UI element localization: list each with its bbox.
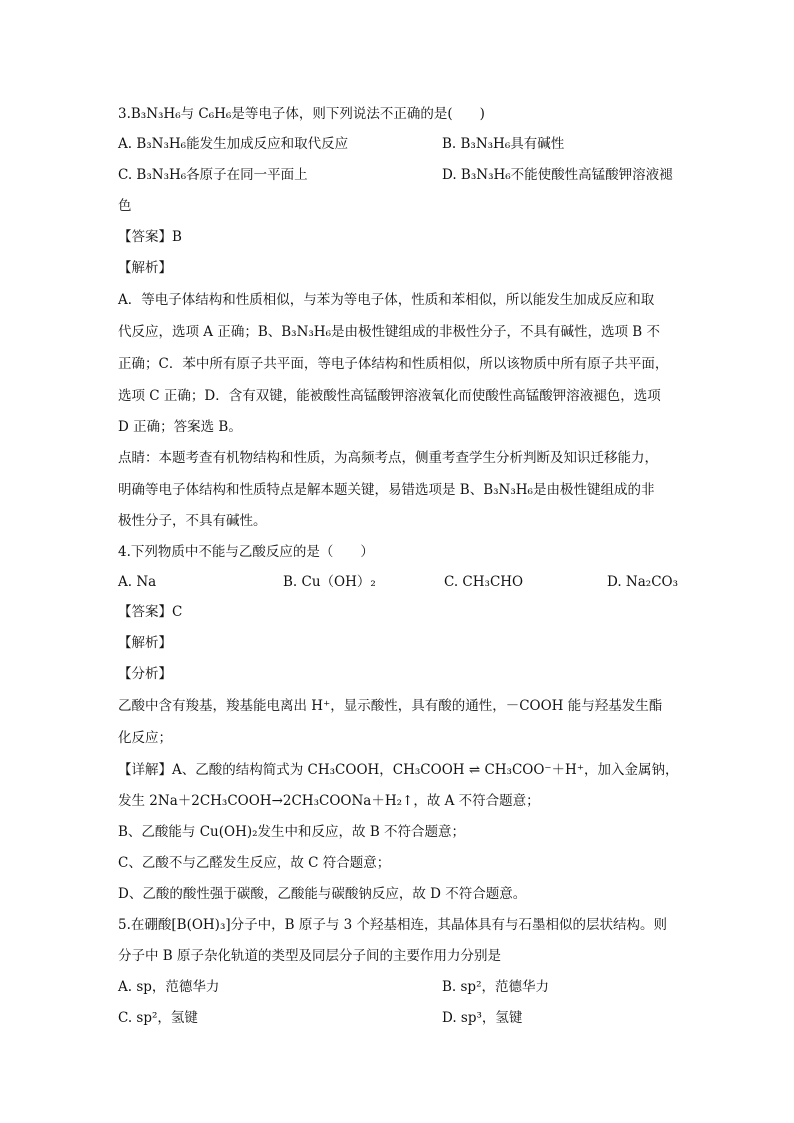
q3-analysis-line: 选项 C 正确；D．含有双键，能被酸性高锰酸钾溶液氧化而使酸性高锰酸钾溶液褪色，选项: [118, 388, 661, 404]
q4-option-d: D. Na₂CO₃: [607, 574, 679, 590]
q3-analysis-line: A．等电子体结构和性质相似，与苯为等电子体，性质和苯相似，所以能发生加成反应和取: [118, 292, 655, 308]
q4-detail-line: D、乙酸的酸性强于碳酸，乙酸能与碳酸钠反应，故 D 不符合题意。: [118, 886, 527, 902]
q4-detail-line: 【详解】A、乙酸的结构简式为 CH₃COOH，CH₃COOH ⇌ CH₃COO⁻＋H⁺，加入金属钠，: [118, 762, 679, 778]
q3-option-b: B. B₃N₃H₆具有碱性: [442, 136, 565, 152]
q5-option-b: B. sp²，范德华力: [442, 979, 549, 995]
q5-option-c: C. sp²，氢键: [118, 1010, 198, 1026]
q3-analysis-tag: 【解析】: [118, 260, 172, 276]
q4-answer: 【答案】C: [118, 604, 183, 620]
q4-detail-line: B、乙酸能与 Cu(OH)₂发生中和反应，故 B 不符合题意；: [118, 824, 466, 840]
q3-stem: 3.B₃N₃H₆与 C₆H₆是等电子体，则下列说法不正确的是( ): [118, 106, 485, 122]
q3-comment-line: 明确等电子体结构和性质特点是解本题关键，易错选项是 B、B₃N₃H₆是由极性键组成的非: [118, 482, 655, 498]
q3-analysis-line: 代反应，选项 A 正确；B、B₃N₃H₆是由极性键组成的非极性分子，不具有碱性，选项 B 不: [118, 324, 660, 340]
q5-option-a: A. sp，范德华力: [118, 979, 220, 995]
q5-stem-line: 5.在硼酸[B(OH)₃]分子中，B 原子与 3 个羟基相连，其晶体具有与石墨相似的层状结构。则: [118, 917, 668, 933]
q5-option-d: D. sp³，氢键: [442, 1010, 523, 1026]
q3-analysis-line: 正确；C．苯中所有原子共平面，等电子体结构和性质相似，所以该物质中所有原子共平面，: [118, 356, 669, 372]
q4-fenxi-line: 化反应；: [118, 730, 172, 746]
q4-stem: 4.下列物质中不能与乙酸反应的是（ ）: [118, 544, 374, 560]
q3-comment-line: 极性分子，不具有碱性。: [118, 513, 267, 529]
q5-stem-line: 分子中 B 原子杂化轨道的类型及同层分子间的主要作用力分别是: [118, 948, 502, 964]
q4-detail-line: C、乙酸不与乙醛发生反应，故 C 符合题意；: [118, 855, 391, 871]
q3-option-d-continued: 色: [118, 198, 132, 214]
q3-answer: 【答案】B: [118, 229, 182, 245]
q3-analysis-line: D 正确；答案选 B。: [118, 419, 242, 435]
q3-option-d: D. B₃N₃H₆不能使酸性高锰酸钾溶液褪: [442, 167, 673, 183]
q4-analysis-tag: 【解析】: [118, 635, 172, 651]
q4-option-c: C. CH₃CHO: [444, 574, 524, 590]
q3-option-a: A. B₃N₃H₆能发生加成反应和取代反应: [118, 136, 349, 152]
q3-comment-line: 点睛：本题考查有机物结构和性质，为高频考点，侧重考查学生分析判断及知识迁移能力，: [118, 450, 658, 466]
q3-option-c: C. B₃N₃H₆各原子在同一平面上: [118, 167, 308, 183]
q4-option-a: A. Na: [118, 574, 157, 590]
q4-detail-line: 发生 2Na＋2CH₃COOH→2CH₃COONa＋H₂↑，故 A 不符合题意；: [118, 793, 540, 809]
q4-fenxi-line: 乙酸中含有羧基，羧基能电离出 H⁺，显示酸性，具有酸的通性，－COOH 能与羟基发生酯: [118, 698, 663, 714]
q4-option-b: B. Cu（OH）₂: [283, 574, 376, 590]
q4-fenxi-tag: 【分析】: [118, 666, 172, 682]
